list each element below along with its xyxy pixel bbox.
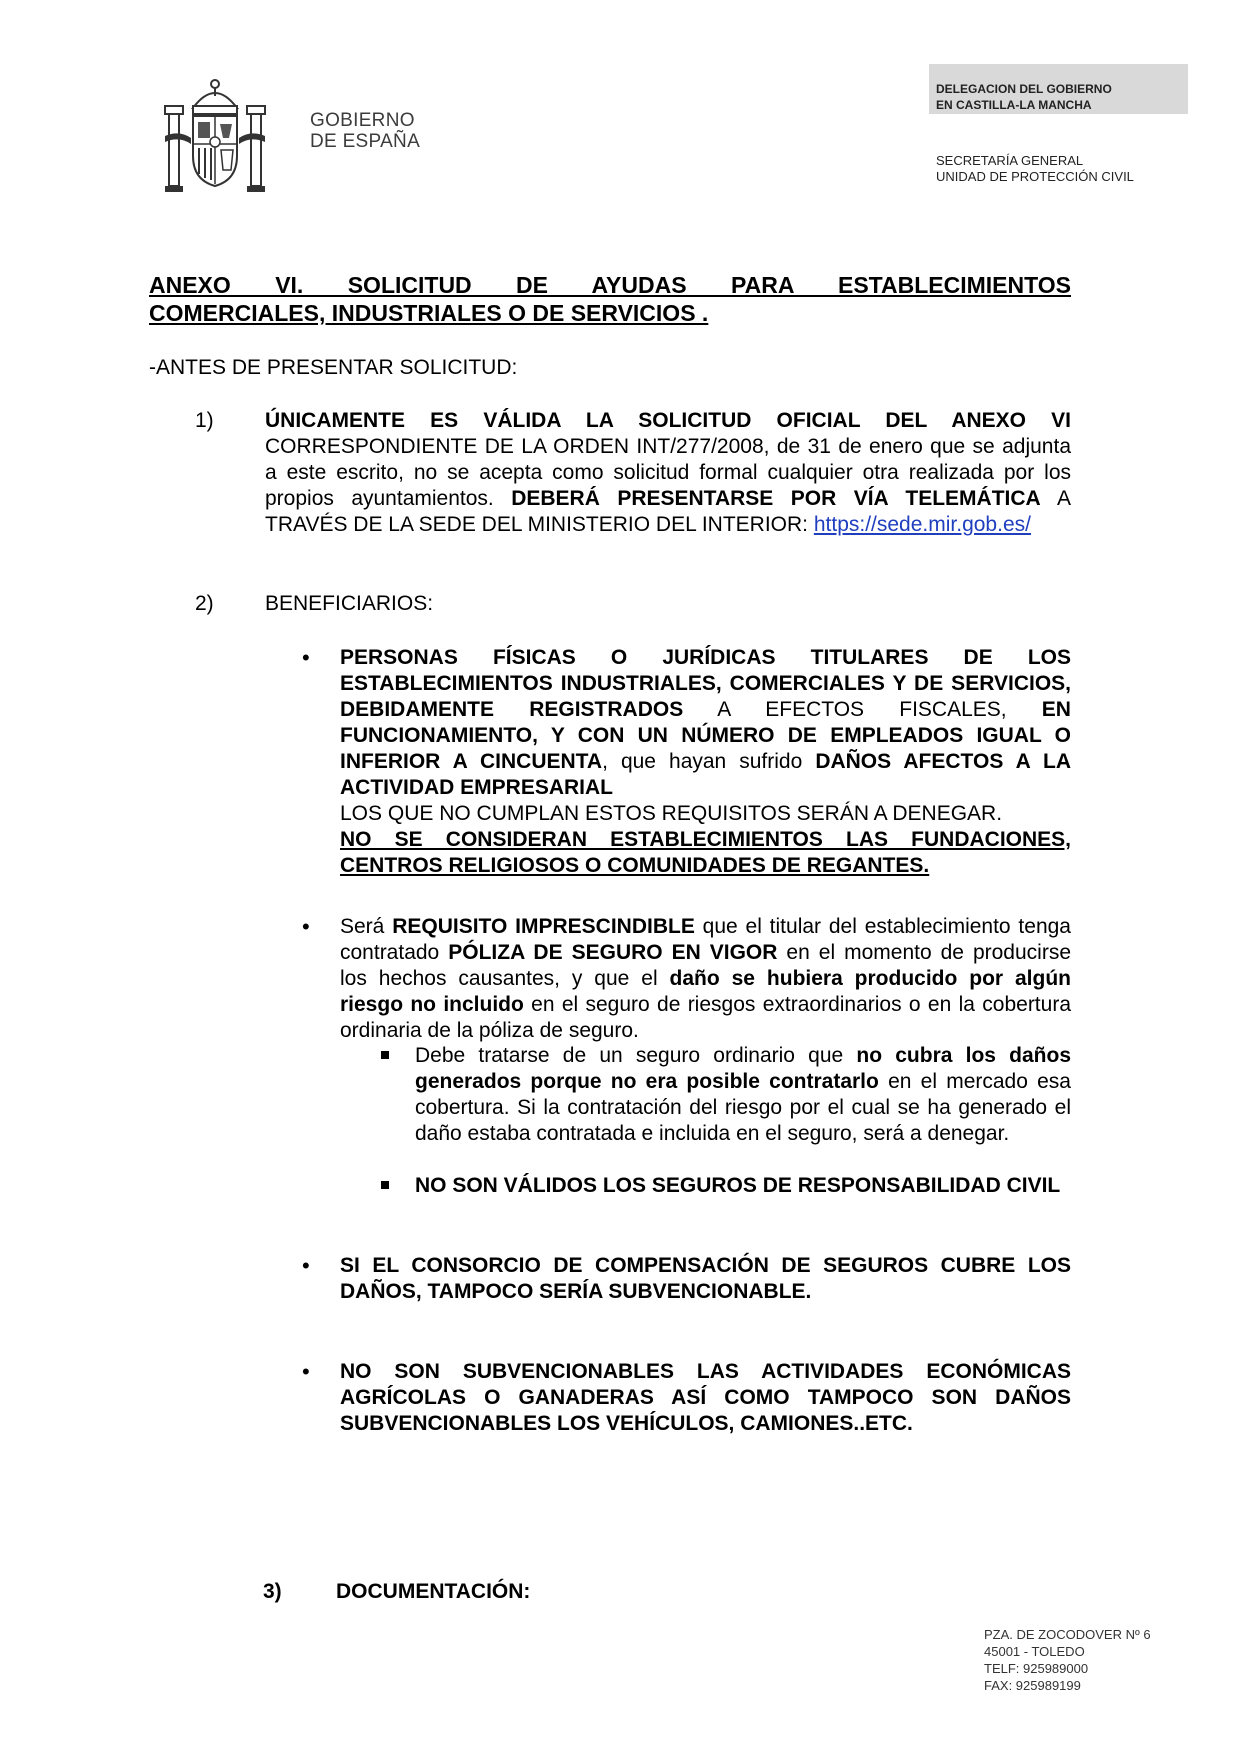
- item-3-label: DOCUMENTACIÓN:: [336, 1580, 531, 1603]
- beneficiarios-bullet-3: SI EL CONSORCIO DE COMPENSACIÓN DE SEGUROS CUBRE LOS DAÑOS, TAMPOCO SERÍA SUBVENCIONABLE.: [340, 1254, 1071, 1303]
- item-1-number: 1): [195, 409, 214, 432]
- insurance-sub-bullet-2: NO SON VÁLIDOS LOS SEGUROS DE RESPONSABILIDAD CIVIL: [415, 1174, 1061, 1197]
- item-3-number: 3): [263, 1580, 282, 1603]
- bullet-dot: •: [302, 645, 310, 670]
- beneficiarios-bullet-4: NO SON SUBVENCIONABLES LAS ACTIVIDADES ECONÓMICAS AGRÍCOLAS O GANADERAS ASÍ COMO TAMPOCO SON DAÑOS SUBVENCIONABLES LOS VEHÍCULOS, CAMIONES..ETC.: [340, 1360, 1071, 1435]
- item-1-text: ÚNICAMENTE ES VÁLIDA LA SOLICITUD OFICIAL DEL ANEXO VI CORRESPONDIENTE DE LA ORDEN INT/277/2008, de 31 de enero que se adjunta a este escrito, no se acepta como solicitud formal cualquier otra realizada por los propios ayuntamientos. DEBERÁ PRESENTARSE POR VÍA TELEMÁTICA A TRAVÉS DE LA SEDE DEL MINISTERIO DEL INTERIOR: https://sede.mir.gob.es/: [265, 409, 1071, 536]
- intro-heading: -ANTES DE PRESENTAR SOLICITUD:: [149, 356, 518, 379]
- beneficiarios-bullet-1: PERSONAS FÍSICAS O JURÍDICAS TITULARES DE LOS ESTABLECIMIENTOS INDUSTRIALES, COMERCIALES Y DE SERVICIOS, DEBIDAMENTE REGISTRADOS A EFECTOS FISCALES, EN FUNCIONAMIENTO, Y CON UN NÚMERO DE EMPLEADOS IGUAL O INFERIOR A CINCUENTA, que hayan sufrido DAÑOS AFECTOS A LA ACTIVIDAD EMPRESARIAL LOS QUE NO CUMPLAN ESTOS REQUISITOS SERÁN A DENEGAR. NO SE CONSIDERAN ESTABLECIMIENTOS LAS FUNDACIONES, CENTROS RELIGIOSOS O COMUNIDADES DE REGANTES.: [340, 646, 1071, 877]
- bullet-dot: •: [302, 1359, 310, 1384]
- insurance-sub-bullet-1: Debe tratarse de un seguro ordinario que no cubra los daños generados porque no era posible contratarlo en el mercado esa cobertura. Si la contratación del riesgo por el cual se ha generado el daño estaba contratada e incluida en el seguro, será a denegar.: [415, 1044, 1071, 1145]
- bullet-dot: •: [302, 914, 310, 939]
- item-2-label: BENEFICIARIOS:: [265, 592, 434, 615]
- secretaria-header-text: SECRETARÍA GENERAL UNIDAD DE PROTECCIÓN CIVIL: [936, 153, 1134, 184]
- beneficiarios-bullet-2: Será REQUISITO IMPRESCINDIBLE que el titular del establecimiento tenga contratado PÓLIZA DE SEGURO EN VIGOR en el momento de producirse los hechos causantes, y que el daño se hubiera producido por algún riesgo no incluido en el seguro de riesgos extraordinarios o en la cobertura ordinaria de la póliza de seguro.: [340, 915, 1072, 1042]
- square-bullet: [381, 1051, 389, 1059]
- delegacion-header-text: DELEGACION DEL GOBIERNO EN CASTILLA-LA MANCHA: [936, 82, 1112, 112]
- gobierno-logo-text: GOBIERNO DE ESPAÑA: [310, 110, 421, 152]
- sede-link[interactable]: https://sede.mir.gob.es/: [813, 513, 1031, 536]
- coat-of-arms-logo: [163, 78, 267, 196]
- bullet-dot: •: [302, 1253, 310, 1278]
- address-footer: PZA. DE ZOCODOVER Nº 6 45001 - TOLEDO TELF: 925989000 FAX: 925989199: [984, 1627, 1151, 1693]
- item-2-number: 2): [195, 592, 214, 615]
- square-bullet: [381, 1181, 389, 1189]
- document-title: ANEXO VI. SOLICITUD DE AYUDAS PARA ESTABLECIMIENTOS COMERCIALES, INDUSTRIALES O DE SERVICIOS .: [149, 272, 1071, 326]
